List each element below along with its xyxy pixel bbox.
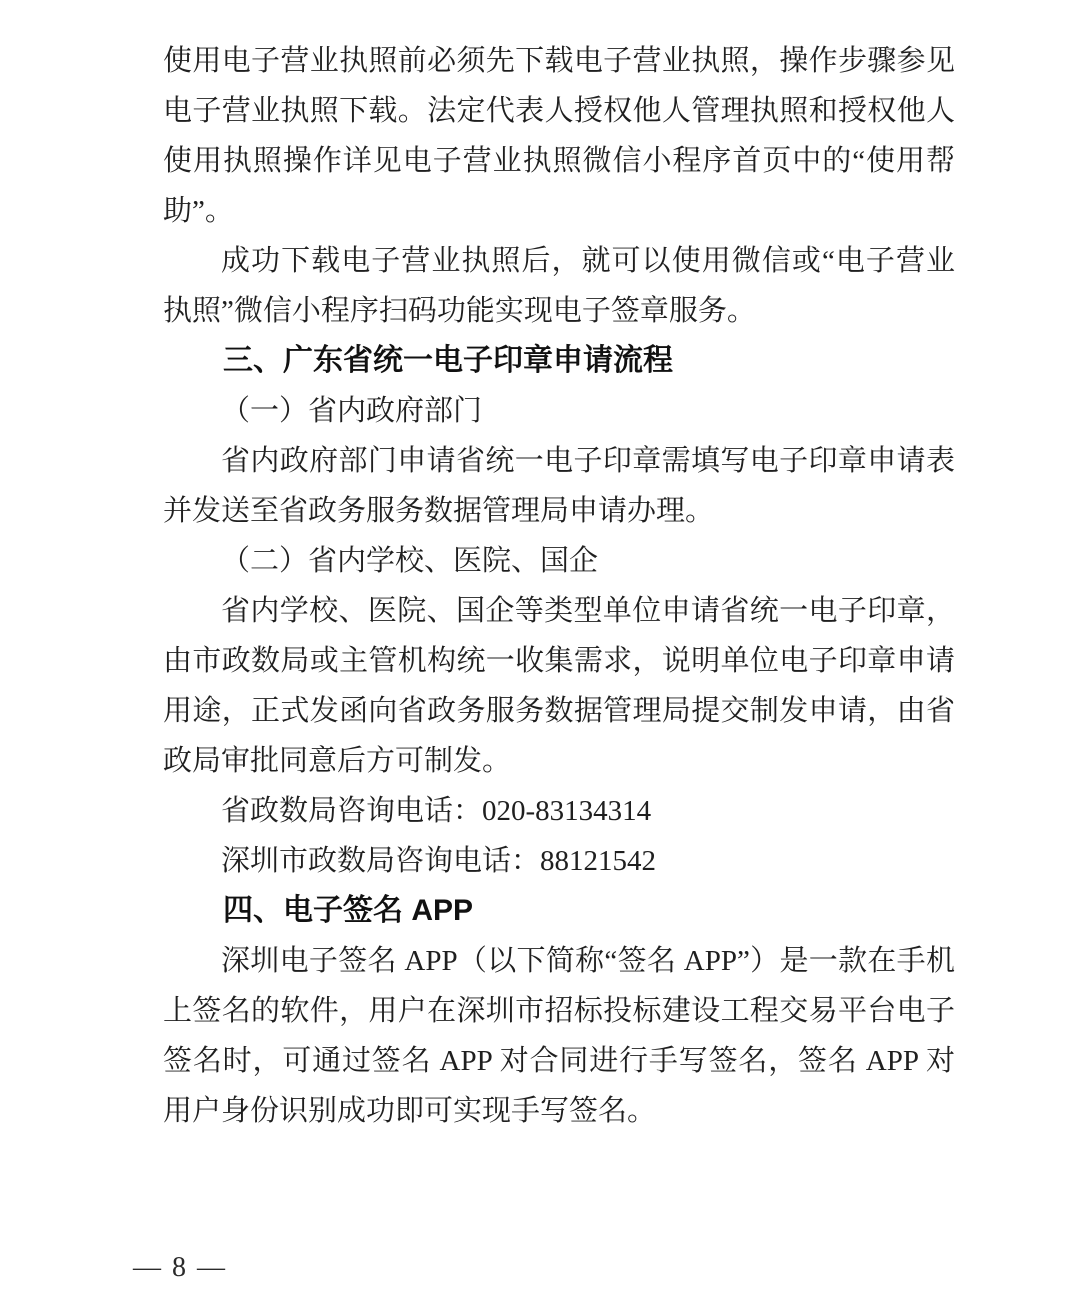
paragraph-government-application: 省内政府部门申请省统一电子印章需填写电子印章申请表并发送至省政务服务数据管理局申请办理。 <box>163 445 955 527</box>
section-heading-3-guangdong-eseal-process: 三、广东省统一电子印章申请流程 <box>223 344 673 377</box>
page-number: — 8 — <box>133 1252 227 1283</box>
paragraph-unit-application-process: 省内学校、医院、国企等类型单位申请省统一电子印章，由市政数局或主管机构统一收集需求，说明单位电子印章申请用途，正式发函向省政务服务数据管理局提交制发申请，由省政局审批同意后方可制发。 <box>163 595 955 777</box>
section-heading-4-esignature-app: 四、电子签名 APP <box>223 894 474 927</box>
paragraph-provincial-hotline: 省政数局咨询电话：020-83134314 <box>221 795 652 827</box>
paragraph-shenzhen-hotline: 深圳市政数局咨询电话：88121542 <box>221 845 657 877</box>
document-body <box>163 36 955 1136</box>
paragraph-signature-app-description: 深圳电子签名 APP（以下简称“签名 APP”）是一款在手机上签名的软件，用户在深圳市招标投标建设工程交易平台电子签名时，可通过签名 APP 对合同进行手写签名，签名 APP 对用户身份识别成功即可实现手写签名。 <box>163 945 955 1127</box>
paragraph-wechat-scan-service: 成功下载电子营业执照后，就可以使用微信或“电子营业执照”微信小程序扫码功能实现电子签章服务。 <box>163 245 955 327</box>
paragraph-license-download-note: 使用电子营业执照前必须先下载电子营业执照，操作步骤参见电子营业执照下载。法定代表人授权他人管理执照和授权他人使用执照操作详见电子营业执照微信小程序首页中的“使用帮助”。 <box>163 45 955 227</box>
subheading-1-provincial-government: （一）省内政府部门 <box>221 395 483 427</box>
subheading-2-schools-hospitals-soe: （二）省内学校、医院、国企 <box>221 545 599 577</box>
